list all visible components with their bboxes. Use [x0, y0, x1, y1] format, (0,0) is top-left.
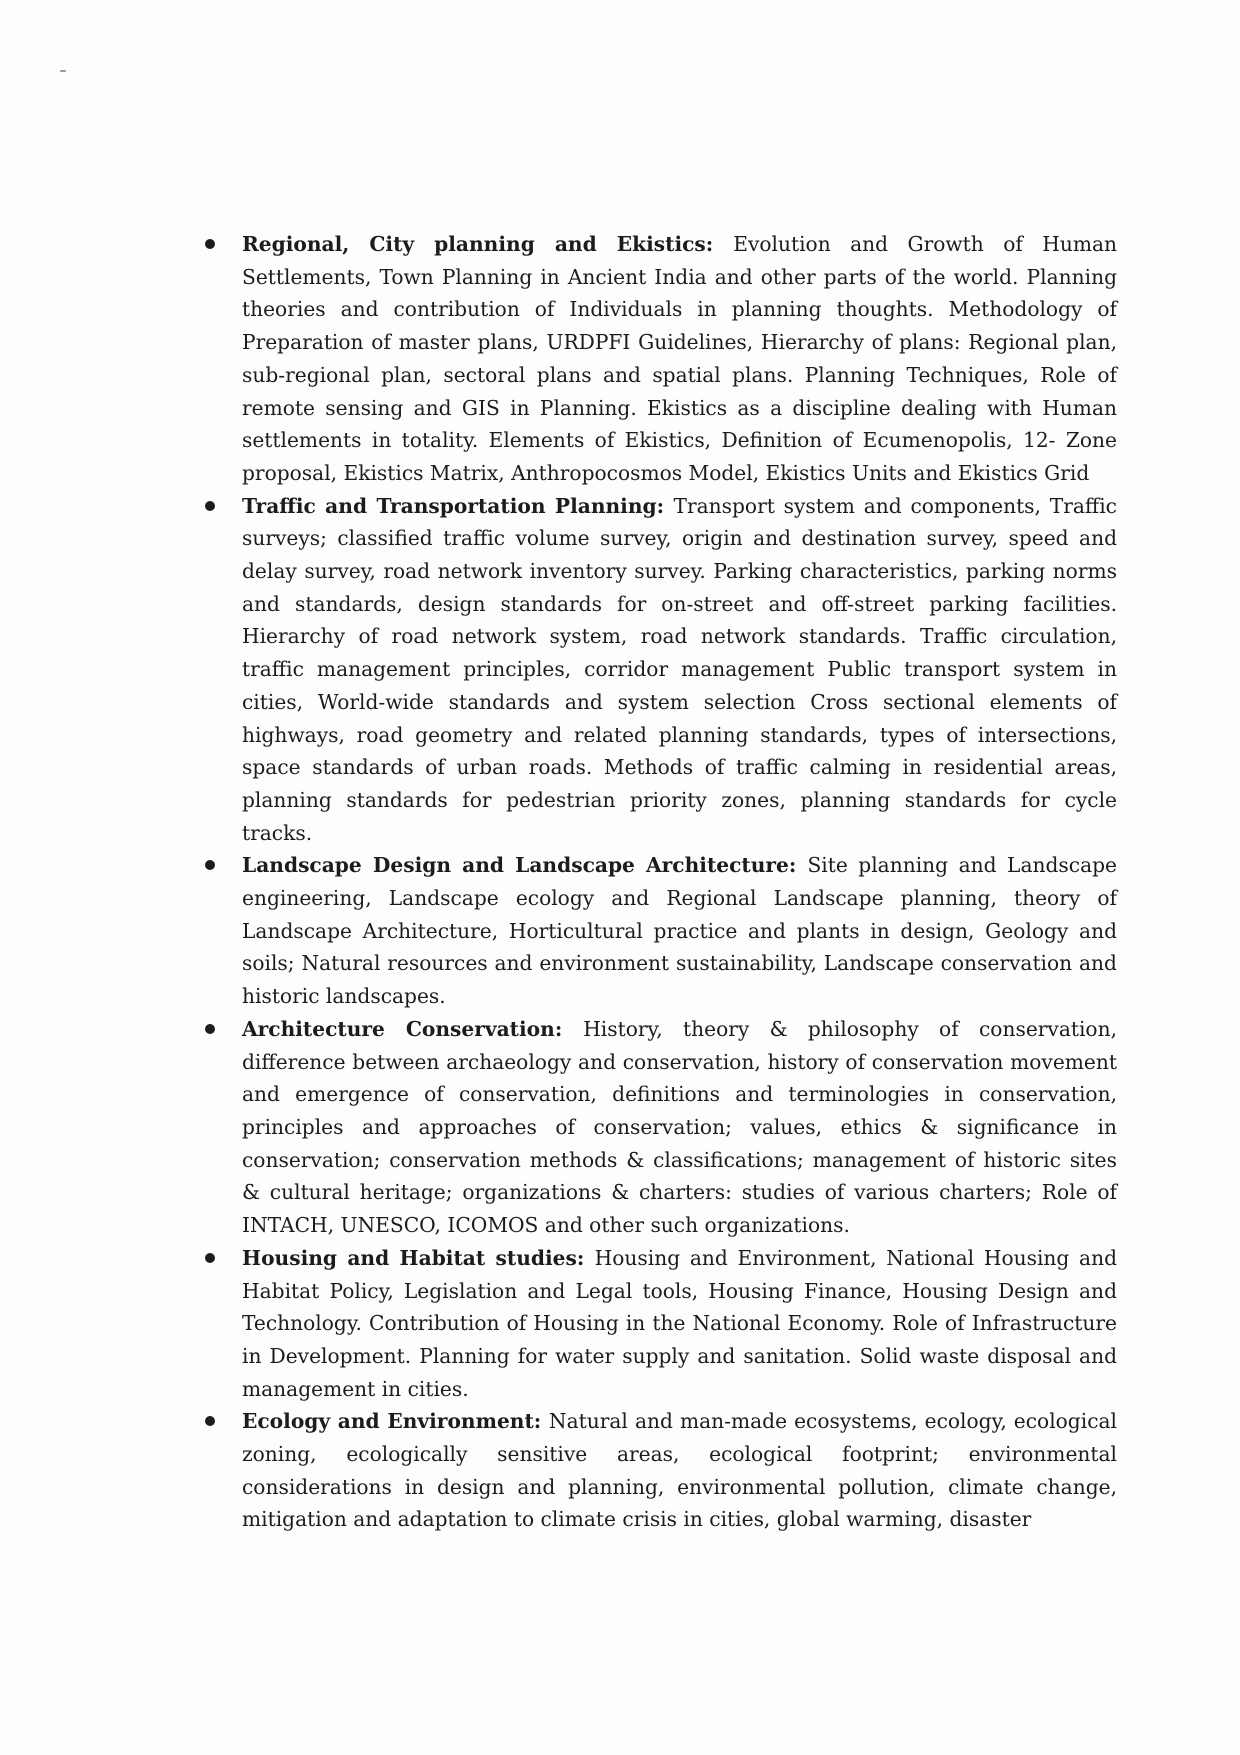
topic-term: Landscape Design and Landscape Architecture:: [242, 853, 808, 878]
scan-speck: [60, 70, 66, 72]
topic-description: Site planning and Landscape engineering, Landscape ecology and Regional Landscape planning, theory of Landscape Architecture, Horticultural practice and plants in design, Geology and soils; Natural resources and environment sustainability, Landscape conservation and historic landscapes.: [242, 853, 1117, 1009]
bullet-icon: [205, 860, 215, 870]
topic-description: Natural and man-made ecosystems, ecology, ecological zoning, ecologically sensitive areas, ecological footprint; environmental considerations in design and planning, environmental pollution, climate change, mitigation and adaptation to climate crisis in cities, global warming, disaster: [242, 1409, 1117, 1532]
topic-term: Housing and Habitat studies:: [242, 1245, 595, 1270]
bullet-icon: [205, 1024, 215, 1034]
topic-description: Evolution and Growth of Human Settlements, Town Planning in Ancient India and other parts of the world. Planning theories and contribution of Individuals in planning thoughts. Methodology of Preparation of master plans, URDPFI Guidelines, Hierarchy of plans: Regional plan, sub-regional plan, sectoral plans and spatial plans. Planning Techniques, Role of remote sensing and GIS in Planning. Ekistics as a discipline dealing with Human settlements in totality. Elements of Ekistics, Definition of Ecumenopolis, 12- Zone proposal, Ekistics Matrix, Anthropocosmos Model, Ekistics Units and Ekistics Grid: [242, 232, 1117, 485]
topic-term: Traffic and Transportation Planning:: [242, 493, 674, 518]
topic-term: Ecology and Environment:: [242, 1409, 549, 1434]
syllabus-topic-list: [205, 228, 1117, 1536]
topic-ecology-environment: [205, 1405, 1117, 1536]
topic-architecture-conservation: [205, 1013, 1117, 1242]
topic-description: Transport system and components, Traffic surveys; classified traffic volume survey, origin and destination survey, speed and delay survey, road network inventory survey. Parking characteristics, parking norms and standards, design standards for on-street and off-street parking facilities. Hierarchy of road network system, road network standards. Traffic circulation, traffic management principles, corridor management Public transport system in cities, World-wide standards and system selection Cross sectional elements of highways, road geometry and related planning standards, types of intersections, space standards of urban roads. Methods of traffic calming in residential areas, planning standards for pedestrian priority zones, planning standards for cycle tracks.: [242, 493, 1117, 845]
topic-description: Housing and Environment, National Housing and Habitat Policy, Legislation and Legal tools, Housing Finance, Housing Design and Technology. Contribution of Housing in the National Economy. Role of Infrastructure in Development. Planning for water supply and sanitation. Solid waste disposal and management in cities.: [242, 1245, 1117, 1401]
bullet-icon: [205, 239, 215, 249]
topic-regional-city-planning: [205, 228, 1117, 490]
topic-term: Regional, City planning and Ekistics:: [242, 232, 734, 256]
topic-housing-habitat: [205, 1242, 1117, 1406]
topic-traffic-transportation: [205, 490, 1117, 850]
topic-landscape-design: [205, 849, 1117, 1013]
bullet-icon: [205, 501, 215, 511]
topic-description: History, theory & philosophy of conservation, difference between archaeology and conservation, history of conservation movement and emergence of conservation, definitions and terminologies in conservation, principles and approaches of conservation; values, ethics & significance in conservation; conservation methods & classifications; management of historic sites & cultural heritage; organizations & charters: studies of various charters; Role of INTACH, UNESCO, ICOMOS and other such organizations.: [242, 1016, 1117, 1238]
bullet-icon: [205, 1253, 215, 1263]
topic-term: Architecture Conservation:: [242, 1016, 584, 1041]
bullet-icon: [205, 1416, 215, 1426]
